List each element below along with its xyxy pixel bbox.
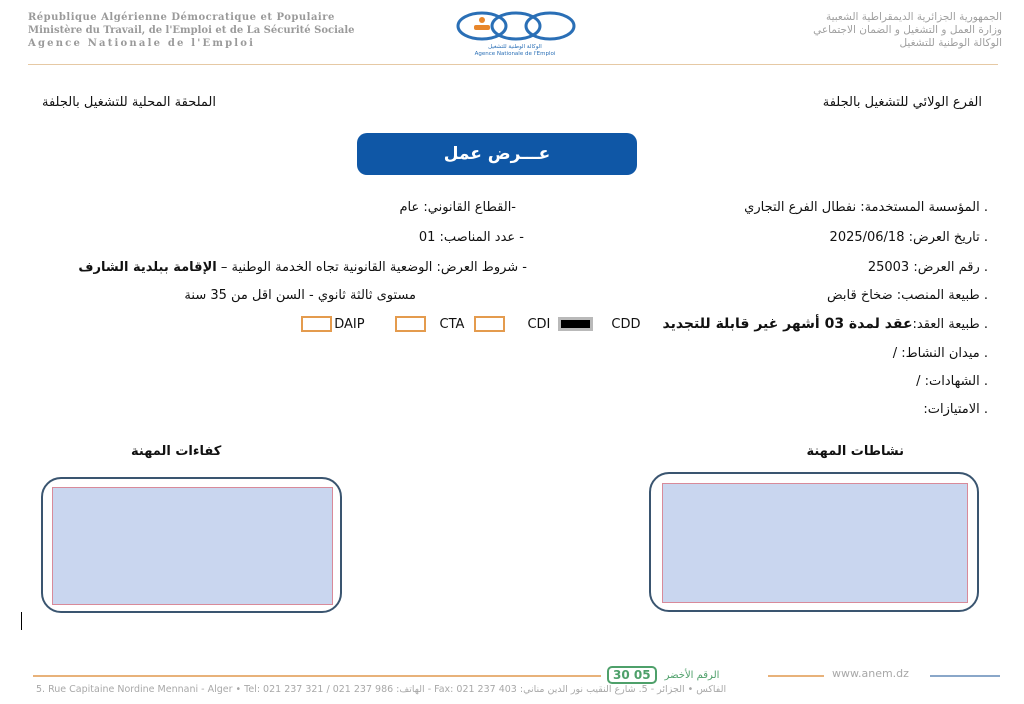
footer-line-mid: [768, 675, 824, 677]
footer-line-right: [930, 675, 1000, 677]
employer-field: . المؤسسة المستخدمة: نفطال الفرع التجاري: [744, 200, 988, 215]
logo-caption: [440, 44, 590, 58]
logo-caption-ar: الوكالة الوطنية للتشغيل: [488, 44, 542, 50]
contract-row: [301, 316, 988, 332]
header-ar-line: وزارة العمل و التشغيل و الضمان الاجتماعي: [813, 24, 1002, 36]
option-label-cta: CTA: [439, 316, 465, 332]
activities-box[interactable]: [649, 472, 979, 612]
logo-caption-fr: Agence Nationale de l'Emploi: [474, 51, 556, 57]
diplomas-field: . الشهادات: /: [916, 374, 988, 389]
contract-label: . طبيعة العقد:: [912, 316, 988, 332]
conditions-label: - شروط العرض: الوضعية القانونية تجاه الخدمة الوطنية –: [220, 260, 527, 275]
header-fr-line: Agence Nationale de l'Emploi: [28, 38, 256, 49]
option-label-cdd: CDD: [611, 316, 641, 332]
header-arabic: [813, 11, 1002, 50]
conditions-residence: الإقامة ببلدية الشارف: [78, 260, 217, 275]
header-fr-line: République Algérienne Démocratique et Populaire: [28, 12, 335, 23]
checkbox-cta[interactable]: [395, 316, 475, 332]
positions-count-field: - عدد المناصب: 01: [418, 230, 524, 245]
website-link[interactable]: www.anem.dz: [832, 667, 909, 680]
green-number: 30 05: [607, 666, 657, 684]
activity-field: . ميدان النشاط: /: [892, 346, 988, 361]
header-fr-line: Ministère du Travail, de l'Emploi et de La Sécurité Sociale: [28, 25, 355, 36]
branch-right: الفرع الولائي للتشغيل بالجلفة: [822, 95, 982, 110]
text-cursor: [21, 612, 22, 630]
header-divider: [28, 64, 998, 65]
option-label-daip: DAIP: [334, 316, 365, 332]
header-french: [28, 11, 355, 50]
header-ar-line: الوكالة الوطنية للتشغيل: [899, 37, 1002, 49]
footer-address: 5. Rue Capitaine Nordine Mennani - Alger • Tel: 021 237 321 / 021 237 986 :الهاتف - Fax: 021 237 403 :الفاكس • الجزائر - 5. شارع النقيب نور الدين مناني: [36, 684, 727, 695]
skills-box[interactable]: [41, 477, 342, 613]
option-label-cdi: CDI: [527, 316, 551, 332]
green-label: الرقم الأخضر: [664, 669, 720, 681]
offer-number-field: . رقم العرض: 25003: [867, 260, 988, 275]
checkbox-daip[interactable]: [301, 316, 394, 332]
position-field: . طبيعة المنصب: ضخاخ قابض: [826, 288, 988, 303]
activities-heading: نشاطات المهنة: [806, 444, 904, 459]
privileges-field: . الامتيازات:: [923, 402, 988, 417]
header-ar-line: الجمهورية الجزائرية الديمقراطية الشعبية: [825, 11, 1002, 23]
legal-sector-field: -القطاع القانوني: عام: [399, 200, 516, 215]
page-title: عـــرض عمل: [357, 133, 637, 175]
contract-type-options: [301, 316, 640, 332]
offer-date-field: . تاريخ العرض: 2025/06/18: [829, 230, 988, 245]
offer-conditions-field: [78, 260, 527, 275]
checkbox-cdd[interactable]: [558, 317, 640, 332]
branch-left: الملحقة المحلية للتشغيل بالجلفة: [42, 95, 217, 110]
green-number-badge: [607, 666, 719, 684]
skills-box-area[interactable]: [52, 487, 333, 605]
footer-line-left: [33, 675, 601, 677]
skills-heading: كفاءات المهنة: [131, 444, 222, 459]
checkbox-cdi[interactable]: [474, 316, 558, 332]
conditions-line2: مستوى ثالثة ثانوي - السن اقل من 35 سنة: [184, 288, 416, 303]
activities-box-area[interactable]: [662, 483, 968, 603]
contract-value: عقد لمدة 03 أشهر غير قابلة للتجديد: [662, 316, 913, 332]
